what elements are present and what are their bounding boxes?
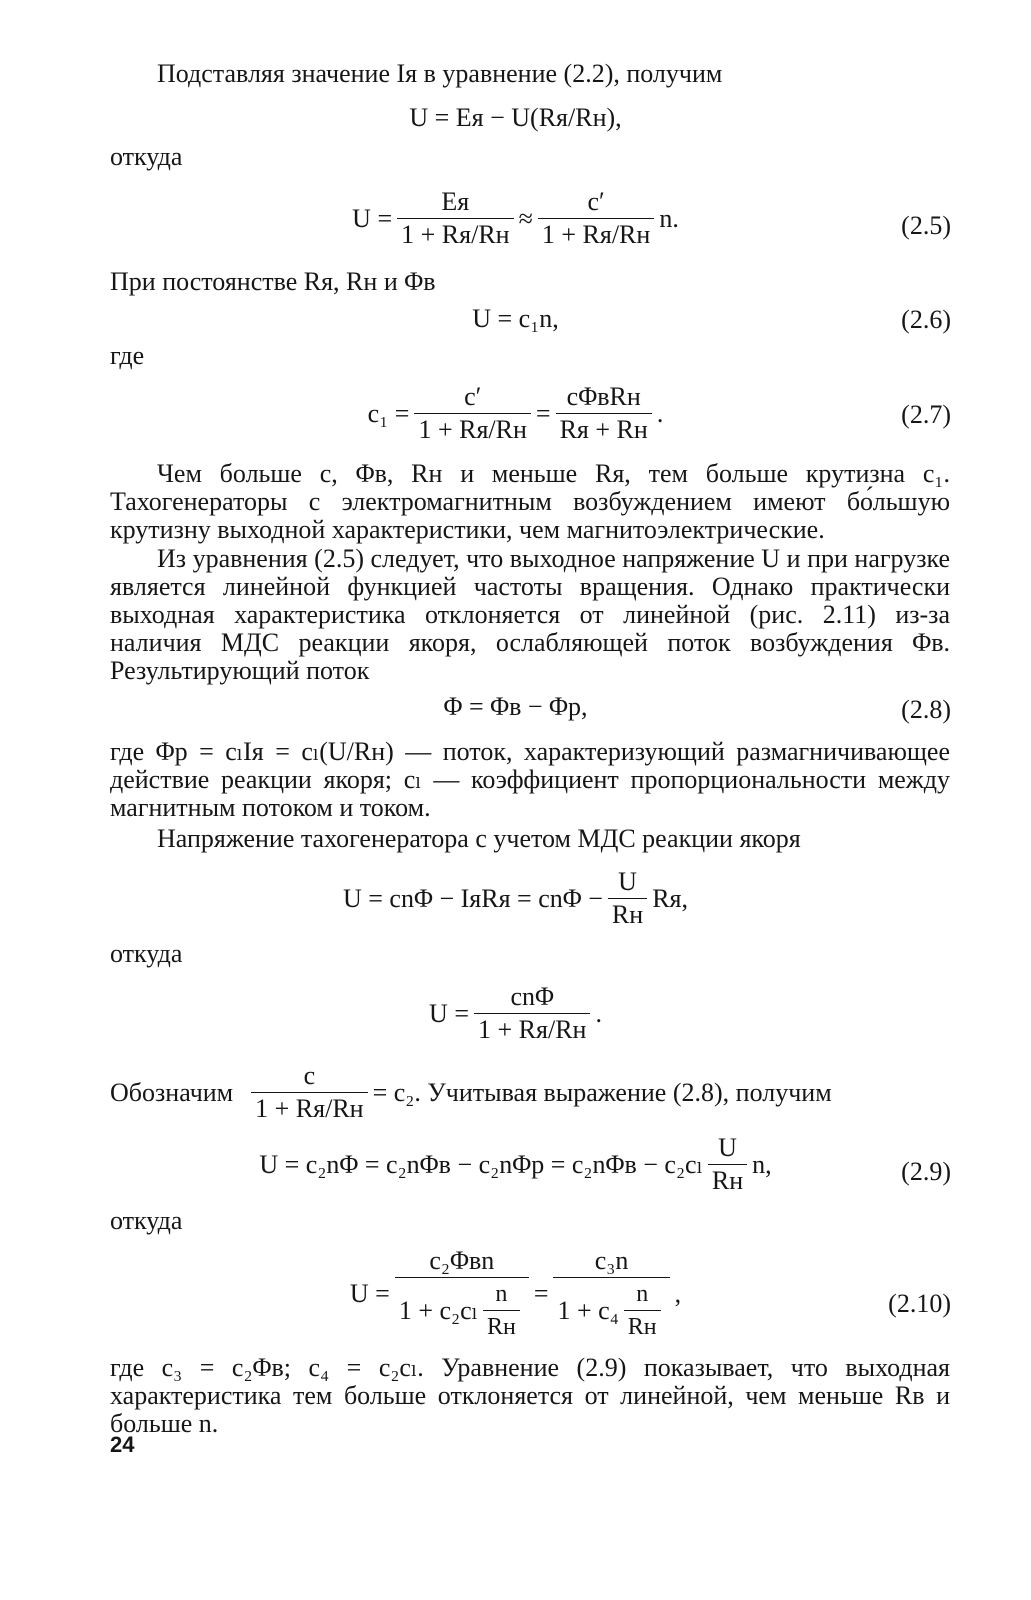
equation-2-10 [0,1247,1031,1341]
equation-number-2-8: (2.8) [901,695,951,724]
fraction-numerator: c [303,1061,316,1090]
equation-lhs: U = [352,203,393,233]
equation-2-7 [0,383,1031,444]
equation-number-2-7: (2.7) [901,400,951,429]
denominator-sum: 1 + c₂cₗ [398,1295,478,1325]
equation-2-8 [0,692,1031,722]
fraction-denominator: Rя + Rн [556,413,652,444]
equation-lhs: c₁ = [367,398,410,428]
fraction-denominator: 1 + Rя/Rн [538,218,654,249]
fraction [251,1062,367,1123]
word-gde-1: где [110,341,145,370]
fraction-numerator: c₃n [594,1246,629,1275]
equation-lhs: U = [349,1279,390,1308]
fraction-denominator: 1 + Rя/Rн [251,1092,367,1123]
fraction-denominator: Rн [708,1164,747,1195]
fraction [538,188,654,249]
oboznachim-line [110,1062,832,1123]
nested-fraction [624,1280,661,1341]
equation-expression: U = c₁n, [472,304,559,333]
paragraph-iz-uravneniya: Из уравнения (2.5) следует, что выходное напряжение U и при нагрузке является линейной функцией частоты вращения. Однако практически выходная характеристика отклоняется от линейной (рис. 2.11) из-за наличия МДС реакции якоря, ослабляющей поток возбуждения Φв. Результирующий поток [110,544,950,685]
equation-2-6 [0,304,1031,334]
word-otkuda-1: откуда [110,142,183,171]
fraction-numerator: cΦвRн [566,382,641,411]
equation-lhs: U = [429,998,469,1028]
paragraph-chem-bolshe: Чем больше c, Φв, Rн и меньше Rя, тем больше крутизна c₁. Тахогенераторы с электромагнитным возбуждением имеют бо́льшую крутизну выходной характеристики, чем магнитоэлектрические. [110,459,950,544]
paragraph-napryazhenie: Напряжение тахогенератора с учетом МДС реакции якоря [157,824,801,853]
approx-sign: ≈ [518,203,533,233]
fraction-denominator: 1 + Rя/Rн [414,413,530,444]
fraction-numerator: c′ [464,382,482,411]
equation-number-2-9: (2.9) [901,1157,951,1186]
equation-u-unlabeled-1 [0,103,1031,133]
equation-lhs: U = c₂nΦ = c₂nΦв − c₂nΦр = c₂nΦв − c₂cₗ [259,1149,703,1179]
equation-u-unlabeled-2 [0,868,1031,929]
fraction-denominator [395,1277,529,1341]
equation-2-9 [0,1134,1031,1195]
word-otkuda-3: откуда [110,1206,183,1235]
equation-2-5 [0,188,1031,249]
fraction-numerator: Eя [441,187,470,216]
equation-lhs: U = cnΦ − IяRя = cnΦ − [342,883,603,913]
denominator-sum: 1 + c₄ [557,1295,619,1325]
oboznachim-word: Обозначим [110,1077,234,1107]
fraction [395,1247,529,1341]
fraction-numerator: n [636,1281,649,1307]
fraction-denominator: Rн [483,1310,520,1341]
nested-fraction [483,1280,520,1341]
fraction-numerator: c′ [587,187,605,216]
equation-tail: . [595,998,602,1028]
equals-sign: = [535,398,551,428]
fraction [474,983,590,1044]
fraction [556,383,652,444]
fraction [397,188,513,249]
word-otkuda-2: откуда [110,939,183,968]
equation-tail: . [656,398,664,428]
intro-paragraph: Подставляя значение Iя в уравнение (2.2), получим [157,59,723,88]
fraction-denominator: 1 + Rя/Rн [474,1013,590,1044]
equation-number-2-10: (2.10) [888,1289,951,1318]
equation-tail: Rя, [652,883,688,913]
paragraph-final: где c₃ = c₂Φв; c₄ = c₂cₗ. Уравнение (2.9) показывает, что выходная характеристика тем больше отклоняется от линейной, чем меньше Rв и больше n. [110,1353,950,1438]
equation-tail: n. [659,203,679,233]
fraction [414,383,530,444]
equation-expression: U = Eя − U(Rя/Rн), [409,103,622,132]
equation-tail: n, [752,1149,772,1179]
fraction-numerator: U [618,867,637,896]
fraction-numerator: U [718,1133,737,1162]
paragraph-gde-phi: где Φр = cₗIя = cₗ(U/Rн) — поток, характеризующий размагничивающее действие реакции якоря; cₗ — коэффициент пропорциональности между магнитным потоком и током. [110,737,950,822]
fraction-numerator: cnΦ [510,982,554,1011]
equation-u-unlabeled-3 [0,983,1031,1044]
oboznachim-tail: = c₂. Учитывая выражение (2.8), получим [372,1077,832,1107]
fraction [608,868,647,929]
equation-number-2-6: (2.6) [901,305,951,334]
fraction-denominator: 1 + Rя/Rн [397,218,513,249]
equation-tail: , [674,1279,682,1308]
equation-expression: Φ = Φв − Φр, [443,692,588,721]
equals-sign: = [533,1279,549,1308]
fraction-numerator: n [495,1281,508,1307]
constancy-line: При постоянстве Rя, Rн и Φв [110,267,436,296]
fraction-denominator: Rн [624,1310,661,1341]
page-number: 24 [110,1432,135,1457]
fraction-numerator: c₂Φвn [429,1246,495,1275]
fraction-denominator: Rн [608,898,647,929]
fraction-denominator [553,1277,669,1341]
equation-number-2-5: (2.5) [901,211,951,240]
fraction [553,1247,669,1341]
fraction [708,1134,747,1195]
